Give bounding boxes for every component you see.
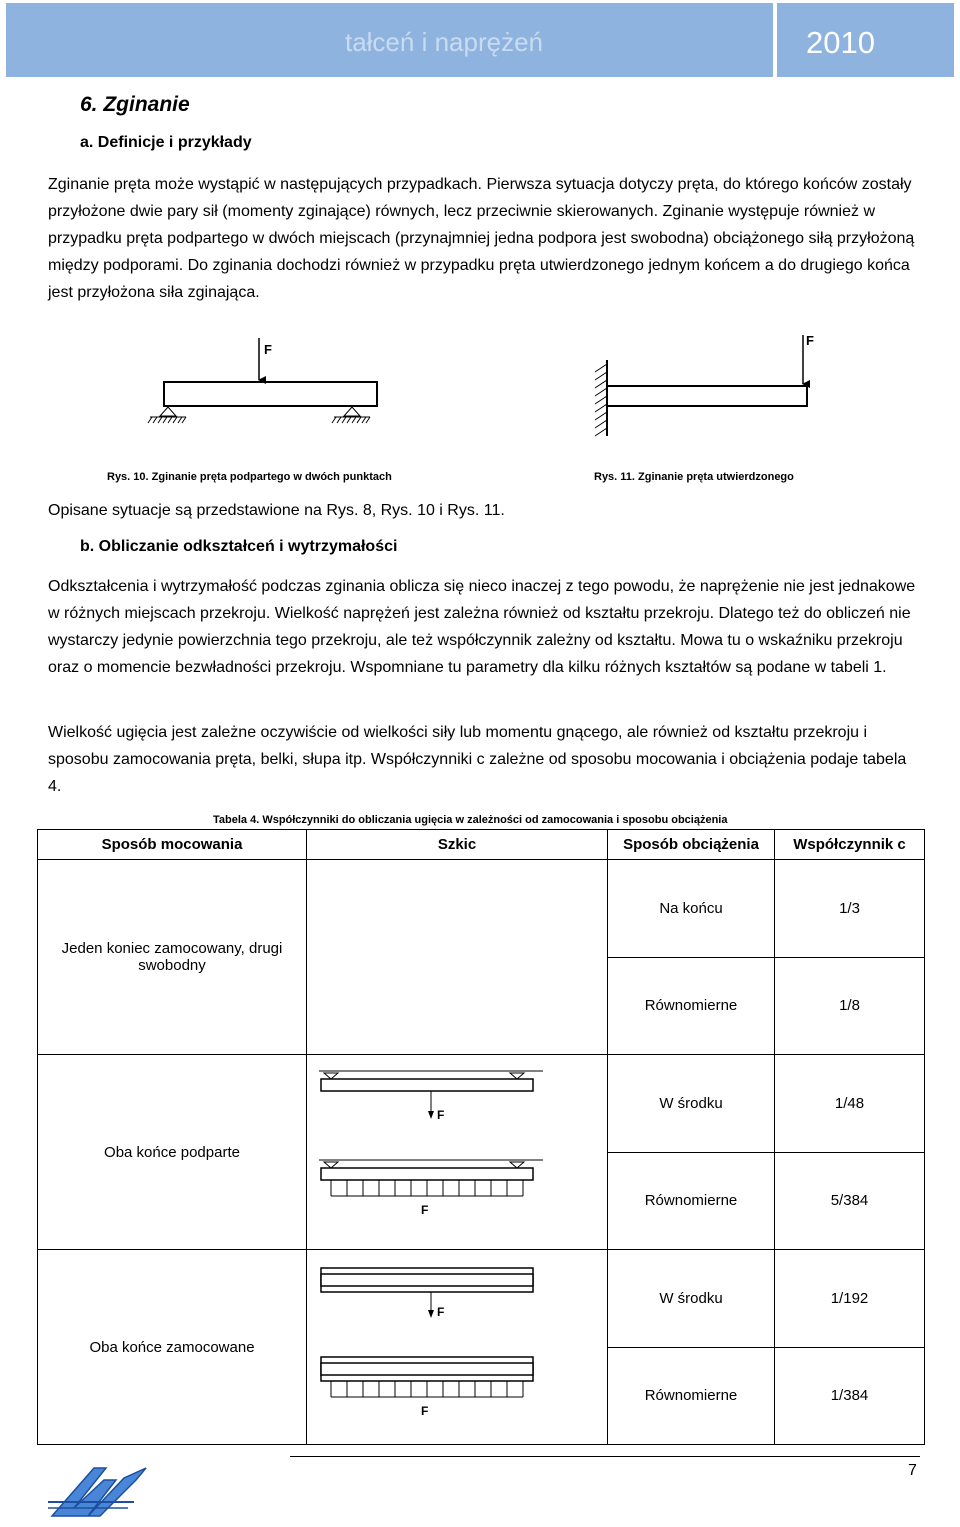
load-cell: Równomierne: [608, 1152, 775, 1250]
paragraph-intro: Zginanie pręta może wystąpić w następujących przypadkach. Pierwsza sytuacja dotyczy pręta, do którego końców zostały przyłożone dwie pary sił (momenty zginające) równych, lecz przeciwnie skierowanych. Zginanie występuje również w przypadku pręta podpartego w dwóch miejscach (przynajmniej jedna podpora jest swobodna) obciążonego siłą przyłożoną między podporami. Do zginania dochodzi również w przypadku pręta utwierdzonego jednym końcem a do drugiego końca jest przyłożona siła zginająca.: [48, 176, 915, 301]
sketch-cell: [307, 1152, 608, 1250]
beam: [607, 386, 807, 406]
load-cell: Na końcu: [608, 860, 775, 958]
supports: [324, 1162, 524, 1168]
load-cell: Równomierne: [608, 957, 775, 1055]
table-row: [38, 1055, 925, 1153]
coef-cell: 1/384: [775, 1347, 925, 1445]
force-label: F: [264, 342, 272, 357]
mounting-cell: Oba końce podparte: [38, 1055, 307, 1250]
header-sketch: Szkic: [307, 830, 608, 860]
sketch-cantilever-end-load: [307, 860, 607, 953]
sketch-cell: [307, 1055, 608, 1153]
supports: [324, 1073, 524, 1079]
table-row: [38, 860, 925, 958]
beam: [164, 382, 377, 406]
sketch-supported-center-load: [307, 1055, 607, 1148]
uniform-load-arrows: [331, 1180, 523, 1196]
figure-11-caption: Rys. 11. Zginanie pręta utwierdzonego: [594, 471, 794, 483]
force-label: F: [437, 1108, 445, 1122]
right-support: [332, 407, 370, 423]
coef-cell: 1/3: [775, 860, 925, 958]
beam: [321, 1079, 533, 1091]
header-mounting: Sposób mocowania: [38, 830, 307, 860]
sketch-cell: [307, 860, 608, 958]
load-cell: Równomierne: [608, 1347, 775, 1445]
coefficient-table: [37, 829, 925, 1445]
beam: [321, 1168, 533, 1180]
page-header: [6, 3, 954, 77]
page-number: 7: [908, 1462, 917, 1479]
force-label: F: [806, 333, 814, 348]
coef-cell: 5/384: [775, 1152, 925, 1250]
force-label: F: [421, 1203, 429, 1217]
beam: [321, 1363, 533, 1375]
paragraph-stress: Odkształcenia i wytrzymałość podczas zginania oblicza się nieco inaczej z tego powodu, że naprężenie nie jest jednakowe w różnych miejscach przekroju. Wielkość naprężeń jest zależna również od kształtu przekroju. Dlatego też do obliczeń nie wystarczy jedynie powierzchnia tego przekroju, ale też współczynnik zależny od kształtu. Mowa tu o wskaźniku przekroju oraz o momencie bezwładności przekroju. Wspomniane tu parametry dla kilku różnych kształtów są podane w tabeli 1.: [48, 578, 916, 676]
sketch-cell: [307, 1347, 608, 1445]
header-title: tałceń i naprężeń: [344, 27, 543, 57]
paragraph-reference: Opisane sytuacje są przedstawione na Rys. 8, Rys. 10 i Rys. 11.: [48, 502, 505, 519]
figure-simply-supported-beam: [140, 330, 400, 430]
force-label: F: [437, 1305, 445, 1319]
sketch-fixed-center-load: [307, 1250, 607, 1343]
load-cell: W środku: [608, 1055, 775, 1153]
coef-cell: 1/192: [775, 1250, 925, 1348]
table-header-row: [38, 830, 925, 860]
beam: [321, 1274, 533, 1286]
mounting-cell: Oba końce zamocowane: [38, 1250, 307, 1445]
sketch-supported-uniform-load: [307, 1152, 607, 1245]
coef-cell: 1/48: [775, 1055, 925, 1153]
mounting-cell: Jeden koniec zamocowany, drugi swobodny: [38, 860, 307, 1055]
sketch-cell: [307, 957, 608, 1055]
table-title: Tabela 4. Współczynniki do obliczania ugięcia w zależności od zamocowania i sposobu obciążenia: [213, 814, 728, 826]
header-band: [6, 3, 773, 77]
subsection-title-b: b. Obliczanie odkształceń i wytrzymałości: [80, 538, 398, 555]
force-label: F: [421, 1404, 429, 1418]
header-coefficient: Współczynnik c: [775, 830, 925, 860]
footer-line: [290, 1456, 920, 1457]
uniform-load-arrows: [331, 1381, 523, 1397]
subsection-title-a: a. Definicje i przykłady: [80, 134, 252, 151]
left-support: [148, 407, 186, 423]
paragraph-deflection: Wielkość ugięcia jest zależne oczywiście od wielkości siły lub momentu gnącego, ale również od kształtu przekroju i sposobu zamocowania pręta, belki, słupa itp. Współczynniki c zależne od sposobu mocowania i obciążenia podaje tabela 4.: [48, 724, 907, 795]
header-load: Sposób obciążenia: [608, 830, 775, 860]
company-logo: [44, 1458, 154, 1522]
wall-hatching: [595, 364, 607, 436]
table-row: [38, 1250, 925, 1348]
sketch-cantilever-uniform-load: [307, 957, 607, 1050]
coef-cell: 1/8: [775, 957, 925, 1055]
header-year: 2010: [806, 25, 875, 60]
sketch-fixed-uniform-load: [307, 1347, 607, 1440]
sketch-cell: [307, 1250, 608, 1348]
figure-10-caption: Rys. 10. Zginanie pręta podpartego w dwóch punktach: [107, 471, 392, 483]
section-title: 6. Zginanie: [80, 93, 190, 116]
figure-cantilever-beam: [585, 330, 825, 440]
load-cell: W środku: [608, 1250, 775, 1348]
